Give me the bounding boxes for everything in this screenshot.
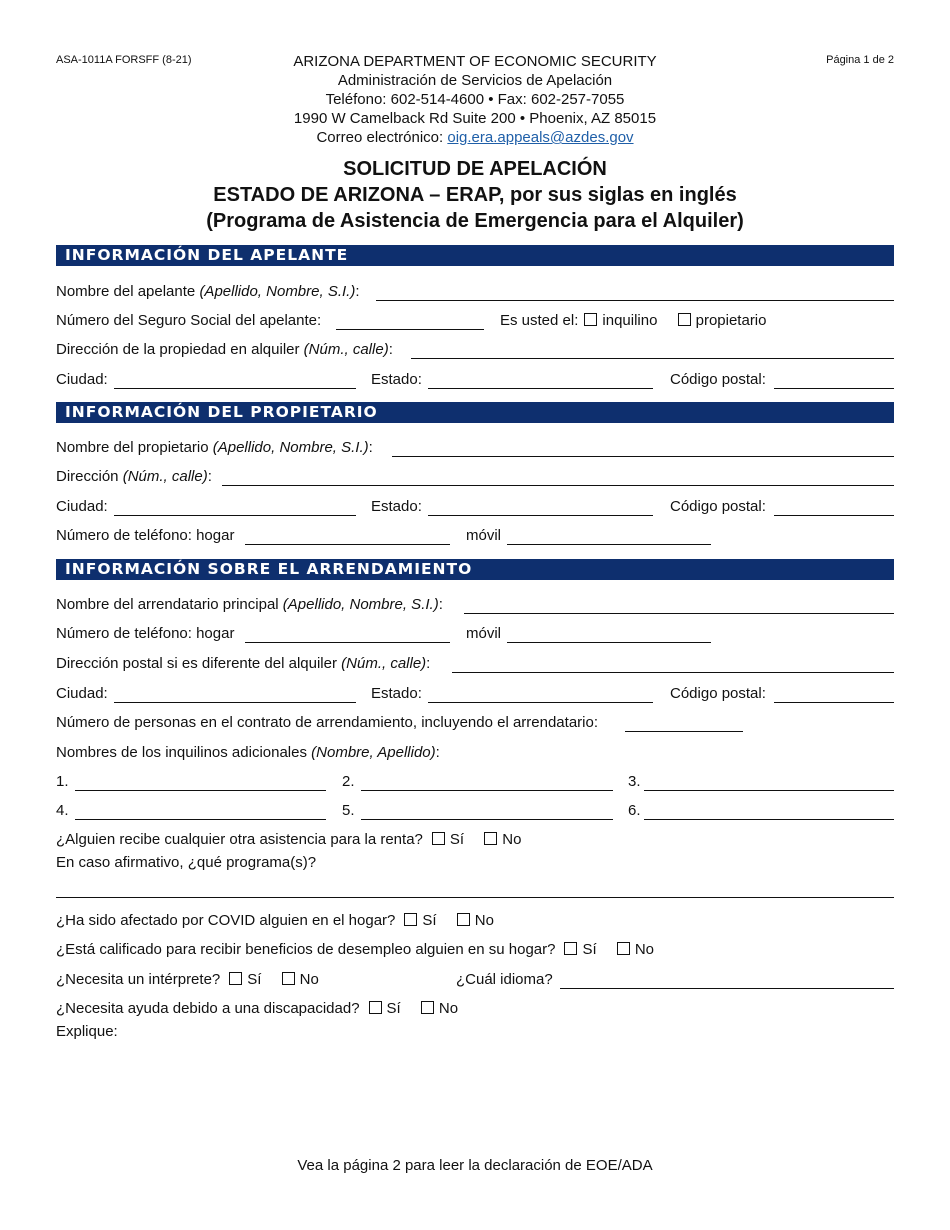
interpreter-row: ¿Necesita un intérprete? Sí No ¿Cuál idioma?: [56, 970, 894, 992]
agency-address: 1990 W Camelback Rd Suite 200 • Phoenix, AZ 85015: [293, 110, 657, 127]
office-name: Administración de Servicios de Apelación: [337, 72, 613, 89]
additional-tenants-row-1: 1. 2. 3.: [56, 772, 894, 794]
lease-mobile-field[interactable]: [507, 624, 711, 643]
owner-city-field[interactable]: [114, 497, 356, 516]
form-id: ASA-1011A FORSFF (8-21): [56, 54, 192, 66]
page-number: Página 1 de 2: [826, 54, 894, 66]
agency-name: ARIZONA DEPARTMENT OF ECONOMIC SECURITY: [293, 53, 657, 70]
form-program: (Programa de Asistencia de Emergencia para el Alquiler): [206, 210, 744, 232]
email-line: [0, 128, 950, 147]
landlord-checkbox[interactable]: [678, 313, 691, 326]
language-field[interactable]: [560, 970, 894, 989]
lease-section-header: INFORMACIÓN SOBRE EL ARRENDAMIENTO: [56, 559, 894, 580]
additional-tenant-4-field[interactable]: [75, 801, 326, 820]
owner-phone-row: Número de teléfono: hogar móvil: [56, 526, 894, 548]
owner-address-field[interactable]: [222, 467, 894, 486]
appellant-name-field[interactable]: [376, 282, 894, 301]
lease-zip-field[interactable]: [774, 684, 894, 703]
appellant-city-field[interactable]: [114, 370, 356, 389]
disability-no-checkbox[interactable]: [421, 1001, 434, 1014]
owner-section-header: INFORMACIÓN DEL PROPIETARIO: [56, 402, 894, 423]
mailing-address-row: Dirección postal si es diferente del alquiler (Núm., calle):: [56, 654, 894, 676]
programs-field[interactable]: [56, 880, 894, 898]
persons-count-field[interactable]: [625, 713, 743, 732]
other-assistance-yes-checkbox[interactable]: [432, 832, 445, 845]
other-assistance-row: ¿Alguien recibe cualquier otra asistencia para la renta? Sí No: [56, 831, 522, 848]
disability-row: ¿Necesita ayuda debido a una discapacidad? Sí No: [56, 1000, 459, 1017]
lease-home-phone-field[interactable]: [245, 624, 450, 643]
form-title: SOLICITUD DE APELACIÓN: [343, 158, 607, 180]
unemployment-no-checkbox[interactable]: [617, 942, 630, 955]
owner-address-row: Dirección (Núm., calle):: [56, 467, 894, 489]
unemployment-yes-checkbox[interactable]: [564, 942, 577, 955]
owner-home-phone-field[interactable]: [245, 526, 450, 545]
footer-note: Vea la página 2 para leer la declaración de EOE/ADA: [297, 1157, 653, 1174]
phone-fax: Teléfono: 602-514-4600 • Fax: 602-257-7055: [325, 91, 625, 108]
additional-tenants-row-2: 4. 5. 6.: [56, 801, 894, 823]
owner-mobile-field[interactable]: [507, 526, 711, 545]
persons-row: Número de personas en el contrato de arrendamiento, incluyendo el arrendatario:: [56, 713, 894, 735]
interpreter-no-checkbox[interactable]: [282, 972, 295, 985]
additional-tenant-6-field[interactable]: [644, 801, 894, 820]
owner-state-field[interactable]: [428, 497, 653, 516]
appellant-section-header: INFORMACIÓN DEL APELANTE: [56, 245, 894, 266]
owner-name-row: Nombre del propietario (Apellido, Nombre, S.I.):: [56, 438, 894, 460]
lease-tenant-field[interactable]: [464, 595, 894, 614]
owner-name-field[interactable]: [392, 438, 894, 457]
covid-yes-checkbox[interactable]: [404, 913, 417, 926]
owner-city-row: Ciudad: Estado: Código postal:: [56, 497, 894, 519]
additional-tenant-2-field[interactable]: [361, 772, 613, 791]
email-label: Correo electrónico:: [316, 129, 444, 146]
interpreter-yes-checkbox[interactable]: [229, 972, 242, 985]
property-address-row: Dirección de la propiedad en alquiler (Núm., calle):: [56, 340, 894, 362]
unemployment-row: ¿Está calificado para recibir beneficios de desempleo alguien en su hogar? Sí No: [56, 941, 655, 958]
other-assistance-no-checkbox[interactable]: [484, 832, 497, 845]
disability-yes-checkbox[interactable]: [369, 1001, 382, 1014]
email-link[interactable]: oig.era.appeals@azdes.gov: [447, 129, 634, 146]
covid-row: ¿Ha sido afectado por COVID alguien en el hogar? Sí No: [56, 912, 494, 929]
additional-tenant-1-field[interactable]: [75, 772, 326, 791]
tenant-checkbox[interactable]: [584, 313, 597, 326]
additional-tenants-label: Nombres de los inquilinos adicionales (Nombre, Apellido):: [56, 744, 440, 761]
lease-state-field[interactable]: [428, 684, 653, 703]
form-subtitle: ESTADO DE ARIZONA – ERAP, por sus siglas en inglés: [213, 184, 737, 206]
lease-phone-row: Número de teléfono: hogar móvil: [56, 624, 894, 646]
ssn-field[interactable]: [336, 311, 484, 330]
additional-tenant-5-field[interactable]: [361, 801, 613, 820]
ssn-row: Número del Seguro Social del apelante: Es usted el: inquilino propietario: [56, 312, 767, 329]
additional-tenant-3-field[interactable]: [644, 772, 894, 791]
owner-zip-field[interactable]: [774, 497, 894, 516]
appellant-zip-field[interactable]: [774, 370, 894, 389]
explain-row: Explique:: [56, 1023, 118, 1040]
mailing-address-field[interactable]: [452, 654, 894, 673]
lease-tenant-row: Nombre del arrendatario principal (Apellido, Nombre, S.I.):: [56, 595, 894, 617]
appellant-name-row: Nombre del apelante (Apellido, Nombre, S.I.):: [56, 282, 894, 304]
property-address-field[interactable]: [411, 340, 894, 359]
lease-city-field[interactable]: [114, 684, 356, 703]
covid-no-checkbox[interactable]: [457, 913, 470, 926]
appellant-state-field[interactable]: [428, 370, 653, 389]
lease-city-row: Ciudad: Estado: Código postal:: [56, 684, 894, 706]
programs-row: En caso afirmativo, ¿qué programa(s)?: [56, 854, 317, 871]
appellant-city-row: Ciudad: Estado: Código postal:: [56, 370, 894, 392]
